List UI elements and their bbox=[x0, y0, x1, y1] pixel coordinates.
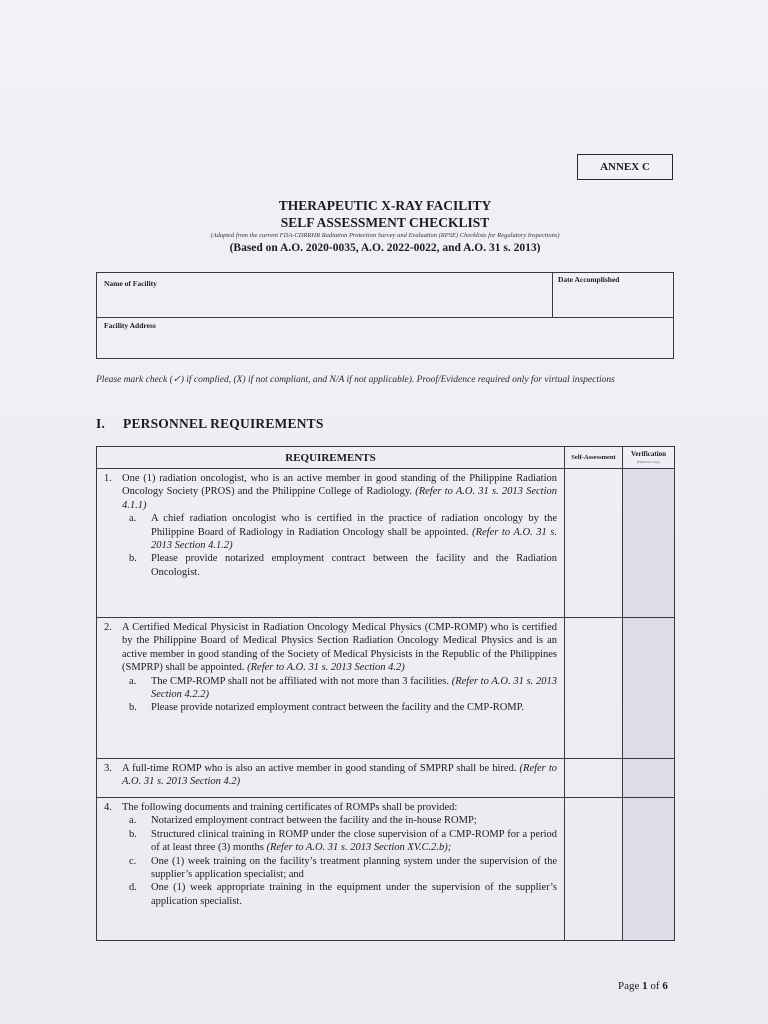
self-assessment-cell[interactable] bbox=[565, 469, 623, 618]
subitem-letter: d. bbox=[129, 882, 137, 894]
requirement-subitem bbox=[122, 828, 557, 855]
subitem-text: A chief radiation oncologist who is certified in the practice of radiation oncology by the Philippine Board of Radiology in Radiation Oncology shall be appointed. bbox=[151, 513, 557, 538]
requirement-item bbox=[97, 618, 564, 719]
requirement-row bbox=[97, 798, 675, 941]
requirement-subitem bbox=[122, 855, 557, 882]
requirement-item bbox=[97, 798, 564, 912]
title-line-2: SELF ASSESSMENT CHECKLIST bbox=[280, 215, 490, 230]
requirement-cell bbox=[97, 798, 565, 941]
requirement-reference: (Refer to A.O. 31 s. 2013 Section 4.2) bbox=[247, 662, 405, 674]
name-of-facility-label: Name of Facility bbox=[104, 279, 157, 288]
subitem-text: One (1) week appropriate training in the equipment under the supervision of the supplier’s application specialist. bbox=[151, 882, 557, 907]
verification-cell bbox=[623, 798, 675, 941]
verification-note: (FDA Use Only) bbox=[636, 459, 661, 464]
subitem-letter: b. bbox=[129, 702, 137, 714]
requirements-column-header: REQUIREMENTS bbox=[97, 447, 565, 469]
subitem-text: Structured clinical training in ROMP under the close supervision of a CMP-ROMP for a period of at least three (3) months bbox=[151, 828, 557, 854]
facility-address-label: Facility Address bbox=[104, 321, 156, 330]
self-assessment-column-header: Self-Assessment bbox=[565, 447, 623, 469]
requirement-number: 3. bbox=[104, 763, 112, 774]
requirement-text: A Certified Medical Physicist in Radiation Oncology Medical Physics (CMP-ROMP) who is certified by the Philippine Board of Medical Physics Section Radiation Oncology Medical Physics and is an active member in good standing of the Society of Medical Physicists in the Republic of the Philippines (SMPRP) shall be appointed. bbox=[122, 622, 557, 674]
requirement-subitem bbox=[122, 552, 557, 579]
self-assessment-cell[interactable] bbox=[565, 759, 623, 798]
date-accomplished-label: Date Accomplished bbox=[558, 275, 620, 284]
subitem-reference: (Refer to A.O. 31 s. 2013 Section XV.C.2.b); bbox=[266, 842, 452, 854]
subitem-text: One (1) week training on the facility’s treatment planning system under the supervision of the supplier’s application specialist; and bbox=[151, 855, 557, 881]
page-number bbox=[618, 980, 668, 992]
title-block bbox=[96, 197, 674, 255]
subitem-letter: a. bbox=[129, 675, 137, 687]
subitem-letter: b. bbox=[129, 828, 137, 840]
requirement-number: 1. bbox=[104, 473, 112, 484]
requirement-cell bbox=[97, 759, 565, 798]
verification-cell bbox=[623, 618, 675, 759]
subitem-text: The CMP-ROMP shall not be affiliated with not more than 3 facilities. bbox=[151, 675, 449, 687]
page-total: 6 bbox=[662, 980, 668, 992]
verification-column-header bbox=[623, 447, 675, 469]
requirement-reference: (Refer to A.O. 31 s. 2013 Section 4.2) bbox=[122, 763, 557, 788]
requirement-cell bbox=[97, 618, 565, 759]
requirement-subitem bbox=[122, 881, 557, 908]
requirement-text: The following documents and training certificates of ROMPs shall be provided: bbox=[122, 802, 458, 813]
requirement-item bbox=[97, 469, 564, 583]
table-header-row bbox=[97, 447, 675, 469]
page-current: 1 bbox=[642, 980, 648, 992]
verification-cell bbox=[623, 469, 675, 618]
subitem-text: Notarized employment contract between the facility and the in-house ROMP; bbox=[151, 815, 477, 827]
requirement-row bbox=[97, 469, 675, 618]
requirement-number: 4. bbox=[104, 802, 112, 813]
requirement-text: A full-time ROMP who is also an active member in good standing of SMPRP shall be hired. bbox=[122, 763, 517, 774]
requirement-subitem bbox=[122, 814, 557, 827]
requirement-subitem bbox=[122, 675, 557, 702]
facility-info-divider bbox=[552, 273, 553, 317]
subitem-letter: b. bbox=[129, 553, 137, 565]
section-heading bbox=[96, 416, 324, 432]
subitem-reference: (Refer to A.O. 31 s. 2013 Section 4.2.2) bbox=[151, 675, 558, 701]
requirement-subitem bbox=[122, 701, 557, 714]
requirements-table bbox=[96, 446, 675, 941]
section-title: PERSONNEL REQUIREMENTS bbox=[123, 416, 324, 431]
subitem-text: Please provide notarized employment contract between the facility and the Radiation Oncologist. bbox=[151, 553, 557, 578]
requirement-number: 2. bbox=[104, 622, 112, 633]
verification-label: Verification bbox=[630, 449, 667, 458]
annex-label: ANNEX C bbox=[577, 154, 673, 180]
requirement-subitem bbox=[122, 512, 557, 552]
requirement-cell bbox=[97, 469, 565, 618]
verification-cell bbox=[623, 759, 675, 798]
subitem-letter: c. bbox=[129, 855, 137, 867]
title-line-1: THERAPEUTIC X-RAY FACILITY bbox=[278, 198, 492, 213]
subitem-letter: a. bbox=[129, 815, 137, 827]
self-assessment-cell[interactable] bbox=[565, 618, 623, 759]
page-of: of bbox=[650, 980, 660, 992]
requirements-body bbox=[97, 469, 675, 941]
section-number: I. bbox=[96, 416, 106, 431]
requirement-reference: (Refer to A.O. 31 s. 2013 Section 4.1.1) bbox=[122, 486, 558, 511]
requirement-item bbox=[97, 759, 564, 793]
instruction-text: Please mark check (✓) if complied, (X) if not compliant, and N/A if not applicable). Proof/Evidence required only for virtual inspections bbox=[96, 375, 615, 385]
facility-info-box bbox=[96, 272, 674, 359]
subitem-text: Please provide notarized employment contract between the facility and the CMP-ROMP. bbox=[151, 702, 524, 714]
page-label: Page bbox=[618, 980, 640, 992]
requirement-row bbox=[97, 759, 675, 798]
requirement-row bbox=[97, 618, 675, 759]
based-on-note: (Based on A.O. 2020-0035, A.O. 2022-0022, and A.O. 31 s. 2013) bbox=[229, 242, 541, 254]
adapted-note: (Adapted from the current FDA-CDRRHR Radiation Protection Survey and Evaluation (RPSE) Checklists for Regulatory Inspections) bbox=[210, 232, 560, 239]
subitem-letter: a. bbox=[129, 513, 137, 525]
subitem-reference: (Refer to A.O. 31 s. 2013 Section 4.1.2) bbox=[151, 526, 558, 552]
self-assessment-cell[interactable] bbox=[565, 798, 623, 941]
requirement-text: One (1) radiation oncologist, who is an active member in good standing of the Philippine Radiation Oncology Society (PROS) and the Philippine College of Radiology. bbox=[122, 473, 557, 498]
